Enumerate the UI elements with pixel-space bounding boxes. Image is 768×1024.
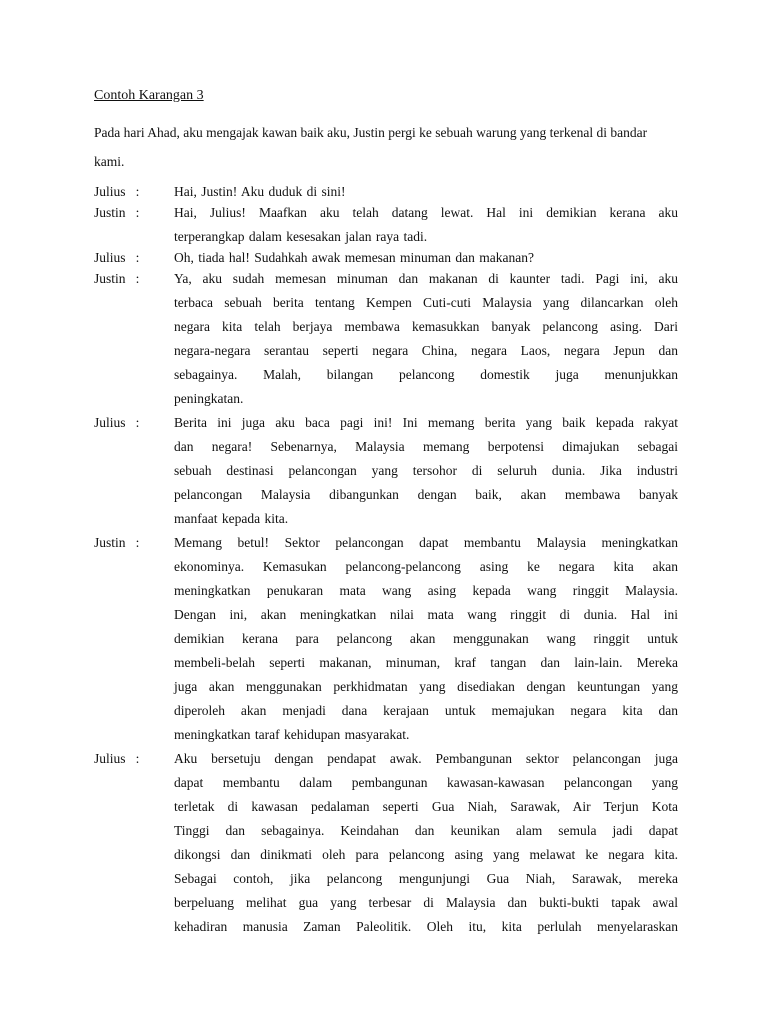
speaker-label: Justin : (94, 271, 140, 286)
speech-text: Aku bersetuju dengan pendapat awak. Pembangunan sektor pelancongan juga dapat membantu dalam pembangunan kawasan-kawasan pelancongan yang terletak di kawasan pedalaman seperti Gua Niah, Sarawak, Air Terjun Kota Tinggi dan sebagainya. Keindahan dan keunikan alam semula jadi dapat dikongsi dan dinikmati oleh para pelancong asing yang melawat ke negara kita. Sebagai contoh, jika pelancong mengunjungi Gua Niah, Sarawak, mereka berpeluang melihat gua yang terbesar di Malaysia dan bukti-bukti tapak awal kehadiran manusia Zaman Paleolitik. Oleh itu, kita perlulah menyelaraskan (174, 751, 678, 934)
dialogue-turn (94, 183, 678, 201)
speaker-label: Julius : (94, 415, 140, 430)
page-title: Contoh Karangan 3 (94, 88, 204, 103)
speaker-label: Justin : (94, 205, 140, 220)
dialogue-turn (94, 747, 678, 939)
dialogue-turn (94, 411, 678, 531)
speech-text: Berita ini juga aku baca pagi ini! Ini memang berita yang baik kepada rakyat dan negara! Sebenarnya, Malaysia memang berpotensi dimajukan sebagai sebuah destinasi pelancongan yang tersohor di seluruh dunia. Jika industri pelancongan Malaysia dibangunkan dengan baik, akan membawa banyak manfaat kepada kita. (174, 415, 678, 526)
speech-text: Hai, Justin! Aku duduk di sini! (174, 184, 346, 199)
dialogue (94, 183, 678, 939)
speaker-label: Julius : (94, 250, 140, 265)
dialogue-turn (94, 267, 678, 411)
intro-paragraph: Pada hari Ahad, aku mengajak kawan baik aku, Justin pergi ke sebuah warung yang terkenal di bandar kami. (94, 125, 648, 169)
dialogue-turn (94, 201, 678, 249)
speaker-label: Justin : (94, 535, 140, 550)
speech-text: Ya, aku sudah memesan minuman dan makanan di kaunter tadi. Pagi ini, aku terbaca sebuah berita tentang Kempen Cuti-cuti Malaysia yang dilancarkan oleh negara kita telah berjaya membawa kemasukkan banyak pelancong asing. Dari negara-negara serantau seperti negara China, negara Laos, negara Jepun dan sebagainya. Malah, bilangan pelancong domestik juga menunjukkan peningkatan. (174, 271, 678, 406)
speech-text: Memang betul! Sektor pelancongan dapat membantu Malaysia meningkatkan ekonominya. Kemasukan pelancong-pelancong asing ke negara kita akan meningkatkan penukaran mata wang asing kepada wang ringgit Malaysia. Dengan ini, akan meningkatkan nilai mata wang ringgit di dunia. Hal ini demikian kerana para pelancong akan menggunakan wang ringgit untuk membeli-belah seperti makanan, minuman, kraf tangan dan lain-lain. Mereka juga akan menggunakan perkhidmatan yang disediakan dengan keuntungan yang diperoleh akan menjadi dana kerajaan untuk memajukan negara kita dan meningkatkan taraf kehidupan masyarakat. (174, 535, 678, 742)
speaker-label: Julius : (94, 184, 140, 199)
speaker-label: Julius : (94, 751, 140, 766)
speech-text: Oh, tiada hal! Sudahkah awak memesan minuman dan makanan? (174, 250, 535, 265)
dialogue-turn (94, 531, 678, 747)
speech-text: Hai, Julius! Maafkan aku telah datang lewat. Hal ini demikian kerana aku terperangkap dalam kesesakan jalan raya tadi. (174, 205, 678, 244)
dialogue-turn (94, 249, 678, 267)
